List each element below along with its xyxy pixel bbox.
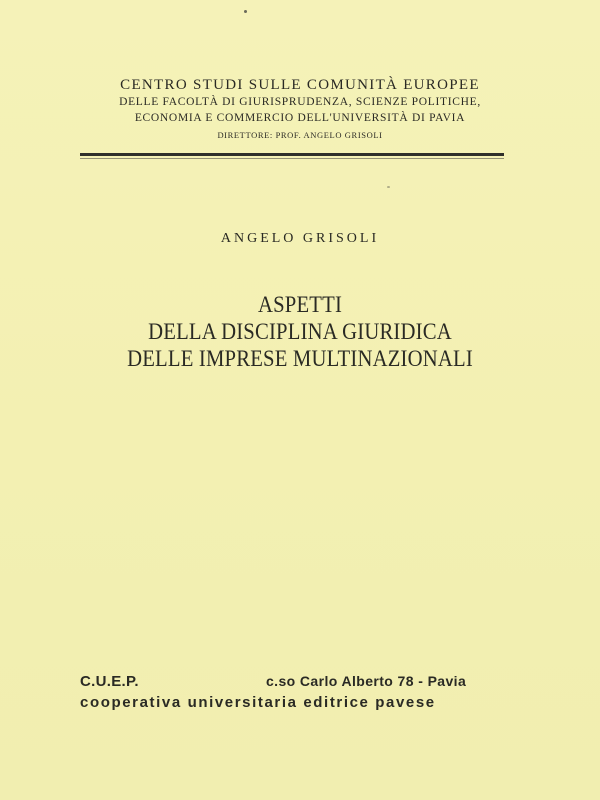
title-line-1: ASPETTI (257, 292, 343, 317)
publisher-address: c.so Carlo Alberto 78 - Pavia (266, 673, 467, 689)
paper-speck (387, 186, 390, 188)
header-divider (80, 153, 504, 156)
publisher-abbreviation: C.U.E.P. (80, 673, 139, 690)
university-line: ECONOMIA E COMMERCIO DELL'UNIVERSITÀ DI PAVIA (134, 112, 466, 124)
publisher-full-name: cooperativa universitaria editrice pavese (80, 694, 436, 711)
paper-speck (244, 10, 247, 13)
header-divider-thin (80, 158, 504, 159)
director-line: DIRETTORE: PROF. ANGELO GRISOLI (217, 130, 383, 140)
title-line-3: DELLE IMPRESE MULTINAZIONALI (127, 346, 473, 371)
author-name: ANGELO GRISOLI (220, 231, 380, 246)
institution-name: CENTRO STUDI SULLE COMUNITÀ EUROPEE (120, 77, 480, 93)
faculties-line: DELLE FACOLTÀ DI GIURISPRUDENZA, SCIENZE POLITICHE, (119, 96, 481, 108)
institution-header (60, 76, 540, 142)
title-line-2: DELLA DISCIPLINA GIURIDICA (148, 319, 452, 344)
book-title (0, 291, 600, 372)
